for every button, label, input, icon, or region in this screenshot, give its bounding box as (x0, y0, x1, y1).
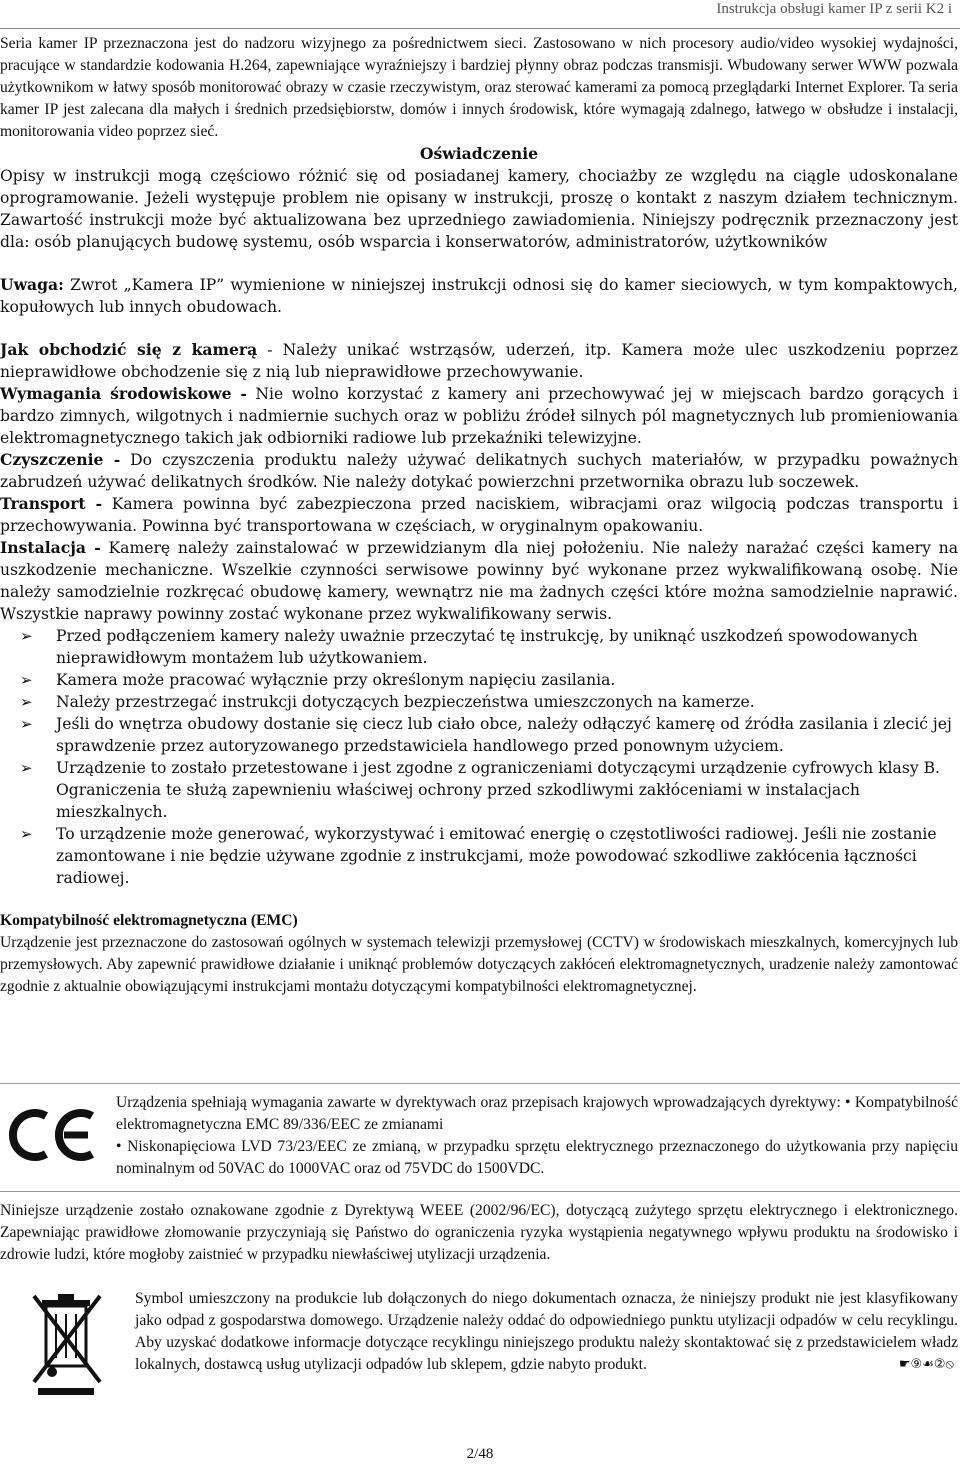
care-installation (0, 537, 958, 625)
arrow-bullet-icon: ➢ (20, 671, 33, 689)
section-divider (0, 1191, 960, 1192)
ce-section (0, 1092, 958, 1182)
list-item-text: Jeśli do wnętrza obudowy dostanie się ciecz lub ciało obce, należy odłączyć kamerę od źródła zasilania i zlecić jej sprawdzenie przez autoryzowanego przedstawiciela handlowego przed ponownym użyciem. (56, 715, 952, 755)
list-item (0, 691, 958, 713)
safety-bullet-list (0, 625, 958, 889)
care-installation-label: Instalacja - (0, 538, 101, 557)
list-item (0, 757, 958, 823)
care-transport-label: Transport - (0, 494, 103, 513)
weee-crossed-bin-icon (8, 1288, 124, 1398)
list-item-text: Przed podłączeniem kamery należy uważnie przeczytać tę instrukcję, by uniknąć uszkodzeń spowodowanych nieprawidłowym montażem lub użytkowaniem. (56, 627, 918, 667)
list-item-text: Należy przestrzegać instrukcji dotyczących bezpieczeństwa umieszczonych na kamerze. (56, 693, 755, 711)
arrow-bullet-icon: ➢ (20, 627, 33, 645)
declaration-paragraph: Opisy w instrukcji mogą częściowo różnić się od posiadanej kamery, chociażby ze względu na ciągle udoskonalane oprogramowanie. Jeżeli występuje problem nie opisany w instrukcji, proszę o kontakt z naszym działem technicznym. Zawartość instrukcji może być aktualizowana bez uprzedniego zawiadomienia. Niniejszy podręcznik przeznaczony jest dla: osób planujących budowę systemu, osób wsparcia i konserwatorów, administratorów, użytkowników (0, 167, 958, 251)
list-item (0, 823, 958, 889)
care-handling (0, 339, 958, 383)
decorative-glyphs-icon: ☛⑨☙②⦸ (898, 1357, 954, 1372)
arrow-bullet-icon: ➢ (20, 715, 33, 733)
care-environment-text: Nie wolno korzystać z kamery ani przechowywać jej w miejscach bardzo gorących i bardzo zimnych, wilgotnych i nadmiernie suchych oraz w pobliżu źródeł silnych pól magnetycznych lub promieniowania elektromagnetycznego takich jak odbiorniki radiowe lub przekaźniki telewizyjne. (0, 385, 959, 447)
intro-paragraph: Seria kamer IP przeznaczona jest do nadzoru wizyjnego za pośrednictwem sieci. Zastosowano w nich procesory audio/video wysokiej wydajności, pracujące w standardzie kodowania H.264, zapewniające wyraźniejszy i bardziej płynny obraz podczas transmisji. Wbudowany serwer WWW pozwala użytkownikom w łatwy sposób monitorować obrazy w czasie rzeczywistym, oraz sterować kamerami za pomocą przeglądarki Internet Explorer. Ta seria kamer IP jest zalecana dla małych i średnich przedsiębiorstw, domów i innych środowisk, które wymagają zdalnego, łatwego w obsłudze i instalacji, monitorowania video poprzez sieć. (0, 35, 958, 140)
arrow-bullet-icon: ➢ (20, 693, 33, 711)
care-handling-text: - Należy unikać wstrząsów, uderzeń, itp. Kamera może ulec uszkodzeniu poprzez nieprawidłowe obchodzenie się z nią lub nieprawidłowe przechowywanie. (0, 341, 958, 381)
ce-directives-text: Urządzenia spełniają wymagania zawarte w dyrektywach oraz przepisach krajowych wprowadzających dyrektywy: • Kompatybilność elektromagnetyczna EMC 89/336/EEC ze zmianami (116, 1094, 958, 1133)
note-paragraph (0, 274, 958, 318)
care-handling-label: Jak obchodzić się z kamerą (0, 340, 258, 359)
list-item (0, 669, 958, 691)
ce-text-block (116, 1092, 958, 1180)
care-transport-text: Kamera powinna być zabezpieczona przed naciskiem, wibracjami oraz wilgocią podczas transportu i przechowywania. Powinna być transportowana w częściach, w oryginalnym opakowaniu. (0, 495, 959, 535)
care-cleaning-text: Do czyszczenia produktu należy używać delikatnych suchych materiałów, w przypadku poważnych zabrudzeń używać delikatnych środków. Nie należy dotykać powierzchni przetwornika obrazu lub soczewek. (0, 451, 958, 491)
care-environment (0, 383, 958, 449)
weee-paragraph: Niniejsze urządzenie zostało oznakowane zgodnie z Dyrektywą WEEE (2002/96/EC), dotyczącą zużytego sprzętu elektrycznego i elektronicznego. Zapewniając prawidłowe złomowanie przyczyniają się Państwo do ograniczenia ryzyka wystąpienia negatywnego wpływu produktu na środowisko i zdrowie ludzi, które mogłoby zaistnieć w przypadku niewłaściwej utylizacji urządzenia. (0, 1202, 958, 1263)
care-transport (0, 493, 958, 537)
weee-section (0, 1200, 958, 1373)
list-item (0, 625, 958, 669)
weee-symbol-block (135, 1288, 958, 1376)
list-item-text: Urządzenie to zostało przetestowane i jest zgodne z ograniczeniami dotyczącymi urządzenie cyfrowych klasy B. Ograniczenia te służą zapewnieniu właściwej ochrony przed szkodliwymi zakłóceniami w instalacjach mieszkalnych. (56, 759, 941, 821)
list-item-text: Kamera może pracować wyłącznie przy określonym napięciu zasilania. (56, 671, 616, 689)
ce-mark-icon (6, 1106, 98, 1164)
list-item-text: To urządzenie może generować, wykorzystywać i emitować energię o częstotliwości radiowej. Jeśli nie zostanie zamontowane i nie będzie używane zgodnie z instrukcjami, może powodować szkodliwe zakłócenia łączności radiowej. (56, 825, 937, 887)
emc-title: Kompatybilność elektromagnetyczna (EMC) (0, 912, 298, 929)
page-number: 2/48 (466, 1446, 494, 1462)
arrow-bullet-icon: ➢ (20, 759, 33, 777)
arrow-bullet-icon: ➢ (20, 825, 33, 843)
running-header: Instrukcja obsługi kamer IP z serii K2 i (716, 1, 952, 17)
care-cleaning (0, 449, 958, 493)
header-rule (0, 28, 960, 29)
note-text: Zwrot „Kamera IP” wymienione w niniejszej instrukcji odnosi się do kamer sieciowych, w tym kompaktowych, kopułowych lub innych obudowach. (0, 276, 958, 316)
list-item (0, 713, 958, 757)
care-environment-label: Wymagania środowiskowe - (0, 384, 247, 403)
section-divider (0, 1083, 960, 1084)
weee-symbol-text: Symbol umieszczony na produkcie lub dołączonych do niego dokumentach oznacza, że niniejszy produkt nie jest klasyfikowany jako odpad z gospodarstwa domowego. Urządzenie należy oddać do odpowiedniego punktu utylizacji odpadów w celu recyklingu. Aby uzyskać dodatkowe informacje dotyczące recyklingu niniejszego produktu należy skontaktować się z przedstawicielem władz lokalnych, dostawcą usług utylizacji odpadów lub sklepem, gdzie nabyto produkt. (135, 1290, 958, 1373)
weee-symbol-paragraph (135, 1288, 958, 1376)
care-cleaning-label: Czyszczenie - (0, 450, 121, 469)
ce-lvd-text: • Niskonapięciowa LVD 73/23/EEC ze zmianą, w przypadku sprzętu elektrycznego przeznaczonego do użytkowania przy napięciu nominalnym od 50VAC do 1000VAC oraz od 75VDC do 1500VDC. (116, 1138, 958, 1177)
main-content (0, 33, 958, 998)
note-label: Uwaga: (0, 275, 64, 294)
declaration-title: Oświadczenie (419, 144, 539, 163)
emc-paragraph: Urządzenie jest przeznaczone do zastosowań ogólnych w systemach telewizji przemysłowej (CCTV) w środowiskach mieszkalnych, komercyjnych lub przemysłowych. Aby zapewnić prawidłowe działanie i uniknąć problemów dotyczących zakłóceń elektromagnetycznych, uradzenie należy zamontować zgodnie z aktualnie obowiązującymi instrukcjami montażu dotyczącymi kompatybilności elektromagnetycznej. (0, 934, 958, 995)
care-installation-text: Kamerę należy zainstalować w przewidzianym dla niej położeniu. Nie należy narażać części kamery na uszkodzenie mechaniczne. Wszelkie czynności serwisowe powinny być wykonane przez wykwalifikowaną osobę. Nie należy samodzielnie rozkręcać obudowę kamery, wewnątrz nie ma żadnych części które można samodzielnie naprawić. Wszystkie naprawy powinny zostać wykonane przez wykwalifikowany serwis. (0, 539, 959, 623)
